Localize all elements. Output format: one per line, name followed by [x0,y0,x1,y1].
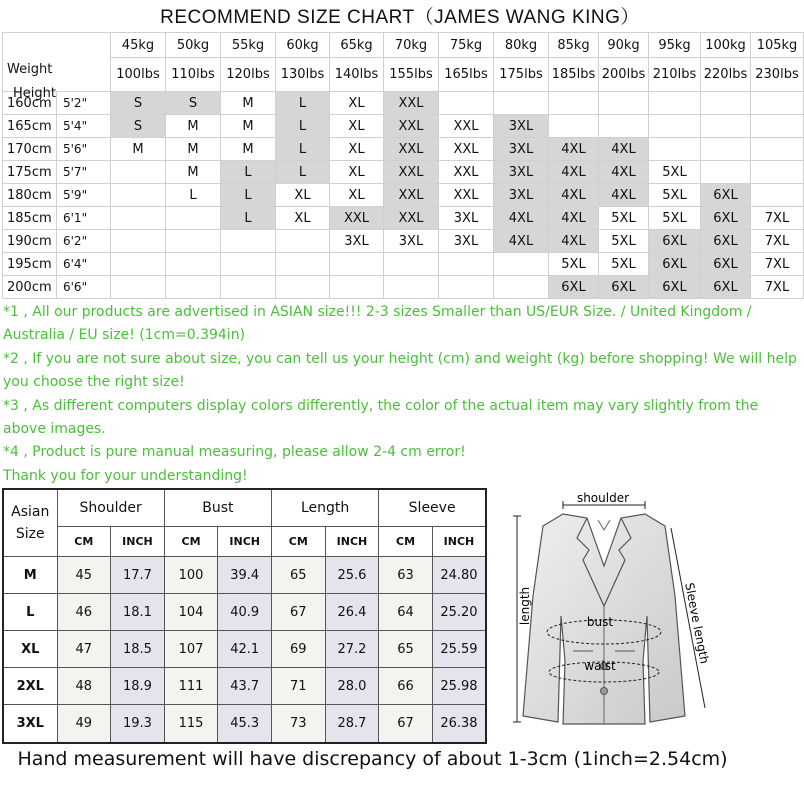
size-cell: XXL [439,138,494,161]
asian-size-label [3,489,57,557]
measure-value: 65 [379,631,433,668]
measure-value: 17.7 [111,557,165,594]
measure-value: 28.0 [325,668,379,705]
note-3: *3 , As different computers display colors differently, the color of the actual item may vary slightly from the above images. [3,397,759,438]
measure-unit-row [3,527,486,557]
weight-kg-header: 85kg [549,33,599,58]
height-row [3,115,804,138]
measure-value: 67 [272,594,326,631]
size-cell: 4XL [494,207,549,230]
size-cell: 4XL [549,161,599,184]
unit-inch-header: INCH [325,527,379,557]
size-cell [166,207,221,230]
unit-cm-header: CM [272,527,326,557]
measure-value: 27.2 [325,631,379,668]
height-cm: 195cm [3,253,57,276]
measure-value: 104 [164,594,218,631]
size-cell [111,207,166,230]
size-cell: 3XL [494,115,549,138]
size-cell: XL [330,138,384,161]
size-cell [276,276,330,299]
size-cell: 6XL [701,276,751,299]
unit-cm-header: CM [379,527,433,557]
size-cell [751,92,804,115]
size-label: L [3,594,57,631]
weight-kg-header: 100kg [701,33,751,58]
measure-value: 39.4 [218,557,272,594]
size-cell: L [221,207,276,230]
measure-group-header: Bust [164,489,271,527]
size-cell: 6XL [701,207,751,230]
size-cell: 3XL [494,184,549,207]
measure-value: 115 [164,705,218,743]
weight-kg-header: 60kg [276,33,330,58]
measure-row [3,668,486,705]
size-cell: XL [330,184,384,207]
size-cell: 5XL [599,253,649,276]
size-cell [701,138,751,161]
size-cell [751,115,804,138]
height-cm: 180cm [3,184,57,207]
size-cell: 3XL [384,230,439,253]
size-cell: XL [276,207,330,230]
size-recommendation-table [2,32,804,299]
size-cell: 6XL [649,253,701,276]
size-cell: 3XL [494,161,549,184]
height-cm: 175cm [3,161,57,184]
weight-kg-header: 105kg [751,33,804,58]
size-cell [439,253,494,276]
weight-lbs-header: 130lbs [276,58,330,92]
bust-label: bust [586,615,614,629]
measure-row [3,594,486,631]
measure-value: 100 [164,557,218,594]
measure-value: 67 [379,705,433,743]
size-cell: 6XL [599,276,649,299]
size-cell [166,230,221,253]
height-row [3,253,804,276]
measurement-table [2,488,487,744]
weight-lbs-header: 230lbs [751,58,804,92]
unit-cm-header: CM [164,527,218,557]
weight-height-label [3,58,111,101]
size-cell: 7XL [751,253,804,276]
height-row [3,161,804,184]
shoulder-label: shoulder [576,491,630,505]
height-ft: 5'4" [57,115,111,138]
length-label: length [518,586,532,626]
size-cell: L [221,184,276,207]
measure-value: 19.3 [111,705,165,743]
weight-lbs-header: 140lbs [330,58,384,92]
weight-lbs-header: 120lbs [221,58,276,92]
height-cm: 200cm [3,276,57,299]
height-ft: 5'7" [57,161,111,184]
size-cell [751,184,804,207]
size-cell: XXL [439,161,494,184]
size-cell: L [276,138,330,161]
measure-row [3,557,486,594]
size-cell: 6XL [701,184,751,207]
size-cell: 4XL [599,161,649,184]
size-cell: L [221,161,276,184]
size-cell: 7XL [751,276,804,299]
size-cell: 5XL [549,253,599,276]
jacket-collar [598,520,610,530]
size-cell [384,276,439,299]
unit-inch-header: INCH [432,527,486,557]
size-cell: XXL [384,184,439,207]
size-cell [649,115,701,138]
size-cell: 3XL [494,138,549,161]
size-cell: XL [330,92,384,115]
size-cell [439,92,494,115]
size-cell [166,276,221,299]
size-cell [494,92,549,115]
sleeve-label: Sleeve length [682,581,712,665]
size-label: 3XL [3,705,57,743]
size-cell: 6XL [549,276,599,299]
measure-value: 43.7 [218,668,272,705]
measure-value: 65 [272,557,326,594]
size-cell [330,276,384,299]
weight-lbs-header: 110lbs [166,58,221,92]
note-thanks: Thank you for your understanding! [3,467,248,484]
size-cell [701,161,751,184]
size-cell: L [276,92,330,115]
unit-inch-header: INCH [111,527,165,557]
size-cell: XXL [384,138,439,161]
size-cell: XXL [384,92,439,115]
size-cell [549,115,599,138]
size-cell: 7XL [751,207,804,230]
measure-value: 46 [57,594,111,631]
measure-value: 63 [379,557,433,594]
size-cell [221,253,276,276]
weight-kg-header: 75kg [439,33,494,58]
size-cell: L [166,184,221,207]
size-cell: XL [330,115,384,138]
height-cm: 160cm [3,92,57,115]
size-cell [384,253,439,276]
size-cell: 7XL [751,230,804,253]
footer-note: Hand measurement will have discrepancy of about 1-3cm (1inch=2.54cm) [17,748,728,770]
size-cell: L [276,161,330,184]
weight-kg-header: 50kg [166,33,221,58]
measure-value: 28.7 [325,705,379,743]
size-cell: 3XL [330,230,384,253]
height-cm: 185cm [3,207,57,230]
size-cell: 6XL [701,253,751,276]
weight-axis-label: Weight [7,61,53,77]
size-cell: 4XL [494,230,549,253]
height-cm: 170cm [3,138,57,161]
measure-value: 26.38 [432,705,486,743]
weight-kg-header: 55kg [221,33,276,58]
measure-value: 18.5 [111,631,165,668]
size-cell [276,253,330,276]
height-ft: 6'4" [57,253,111,276]
measure-value: 26.4 [325,594,379,631]
weight-lbs-header: 165lbs [439,58,494,92]
size-cell: XXL [439,115,494,138]
weight-kg-header: 70kg [384,33,439,58]
measure-group-header: Shoulder [57,489,164,527]
size-cell: M [111,138,166,161]
size-cell: 6XL [649,276,701,299]
size-cell [221,230,276,253]
size-cell: S [166,92,221,115]
size-cell [111,161,166,184]
notes-block [3,301,798,488]
height-row [3,92,804,115]
size-cell: 5XL [649,207,701,230]
weight-kg-row [3,33,804,58]
size-cell [751,138,804,161]
height-axis-label: Height [13,85,56,101]
weight-lbs-row [3,58,804,92]
chart-title: RECOMMEND SIZE CHART（JAMES WANG KING） [160,7,640,28]
weight-kg-header: 80kg [494,33,549,58]
size-cell [701,115,751,138]
height-row [3,207,804,230]
note-2: *2 , If you are not sure about size, you can tell us your height (cm) and weight (kg) before shopping! We will help you choose the right size! [3,350,797,391]
measure-value: 69 [272,631,326,668]
size-cell: 4XL [599,184,649,207]
size-cell: 4XL [549,230,599,253]
size-cell: 3XL [439,207,494,230]
measure-value: 47 [57,631,111,668]
size-cell: M [221,92,276,115]
size-cell: 5XL [599,207,649,230]
weight-lbs-header: 175lbs [494,58,549,92]
measure-value: 45 [57,557,111,594]
weight-kg-header: 45kg [111,33,166,58]
measure-value: 18.1 [111,594,165,631]
size-cell: 5XL [599,230,649,253]
size-cell: 4XL [599,138,649,161]
measure-value: 66 [379,668,433,705]
size-cell [494,253,549,276]
height-cm: 165cm [3,115,57,138]
measure-group-row [3,489,486,527]
measure-value: 107 [164,631,218,668]
size-cell [276,230,330,253]
unit-cm-header: CM [57,527,111,557]
measure-value: 25.98 [432,668,486,705]
size-cell [111,230,166,253]
size-cell: XXL [384,115,439,138]
size-cell: M [166,161,221,184]
measure-value: 18.9 [111,668,165,705]
corner-cell [3,33,111,58]
size-cell [111,253,166,276]
size-cell [221,276,276,299]
size-cell: 6XL [649,230,701,253]
weight-kg-header: 65kg [330,33,384,58]
measure-value: 45.3 [218,705,272,743]
jacket-diagram [503,486,717,742]
height-ft: 5'9" [57,184,111,207]
measure-value: 40.9 [218,594,272,631]
asian-size-text: Asian Size [11,504,50,542]
size-cell [751,161,804,184]
measure-value: 42.1 [218,631,272,668]
weight-lbs-header: 220lbs [701,58,751,92]
weight-kg-header: 90kg [599,33,649,58]
measure-value: 25.6 [325,557,379,594]
measure-group-header: Sleeve [379,489,486,527]
size-cell: 3XL [439,230,494,253]
jacket-button-2 [601,688,608,695]
measure-value: 25.59 [432,631,486,668]
weight-lbs-header: 200lbs [599,58,649,92]
size-cell [701,92,751,115]
size-cell [599,92,649,115]
measure-value: 24.80 [432,557,486,594]
size-cell: S [111,92,166,115]
size-label: 2XL [3,668,57,705]
size-cell: 4XL [549,184,599,207]
size-cell: M [221,138,276,161]
height-cm: 190cm [3,230,57,253]
size-cell: XXL [384,161,439,184]
height-row [3,184,804,207]
size-cell: XXL [330,207,384,230]
height-row [3,230,804,253]
size-cell: XL [330,161,384,184]
size-cell [166,253,221,276]
measure-row [3,631,486,668]
size-cell [649,138,701,161]
height-row [3,138,804,161]
height-ft: 6'2" [57,230,111,253]
size-cell: 4XL [549,207,599,230]
note-4: *4 , Product is pure manual measuring, please allow 2-4 cm error! [3,444,466,461]
height-ft: 5'6" [57,138,111,161]
measure-group-header: Length [272,489,379,527]
measure-value: 49 [57,705,111,743]
size-cell: XL [276,184,330,207]
size-cell: M [166,115,221,138]
measure-value: 71 [272,668,326,705]
size-cell [111,276,166,299]
height-ft: 5'2" [57,92,111,115]
size-cell [111,184,166,207]
size-cell [649,92,701,115]
measure-value: 73 [272,705,326,743]
measure-value: 111 [164,668,218,705]
size-cell [494,276,549,299]
size-cell: 4XL [549,138,599,161]
size-cell [330,253,384,276]
height-row [3,276,804,299]
size-cell: M [221,115,276,138]
weight-lbs-header: 100lbs [111,58,166,92]
size-cell: L [276,115,330,138]
weight-lbs-header: 155lbs [384,58,439,92]
size-cell: 5XL [649,161,701,184]
size-cell [549,92,599,115]
waist-label: waist [584,659,616,673]
note-1: *1 , All our products are advertised in ASIAN size!!! 2-3 sizes Smaller than US/EUR Size. / United Kingdom / Australia / EU size! (1cm=0.394in) [3,304,752,344]
size-cell [599,115,649,138]
weight-lbs-header: 210lbs [649,58,701,92]
size-cell: 6XL [701,230,751,253]
height-ft: 6'1" [57,207,111,230]
size-label: M [3,557,57,594]
size-cell [439,276,494,299]
measure-value: 64 [379,594,433,631]
height-ft: 6'6" [57,276,111,299]
size-cell: XXL [384,207,439,230]
size-cell: M [166,138,221,161]
weight-kg-header: 95kg [649,33,701,58]
measure-value: 48 [57,668,111,705]
size-label: XL [3,631,57,668]
size-cell: XXL [439,184,494,207]
unit-inch-header: INCH [218,527,272,557]
size-cell: 5XL [649,184,701,207]
weight-lbs-header: 185lbs [549,58,599,92]
measure-row [3,705,486,743]
size-cell: S [111,115,166,138]
measure-value: 25.20 [432,594,486,631]
